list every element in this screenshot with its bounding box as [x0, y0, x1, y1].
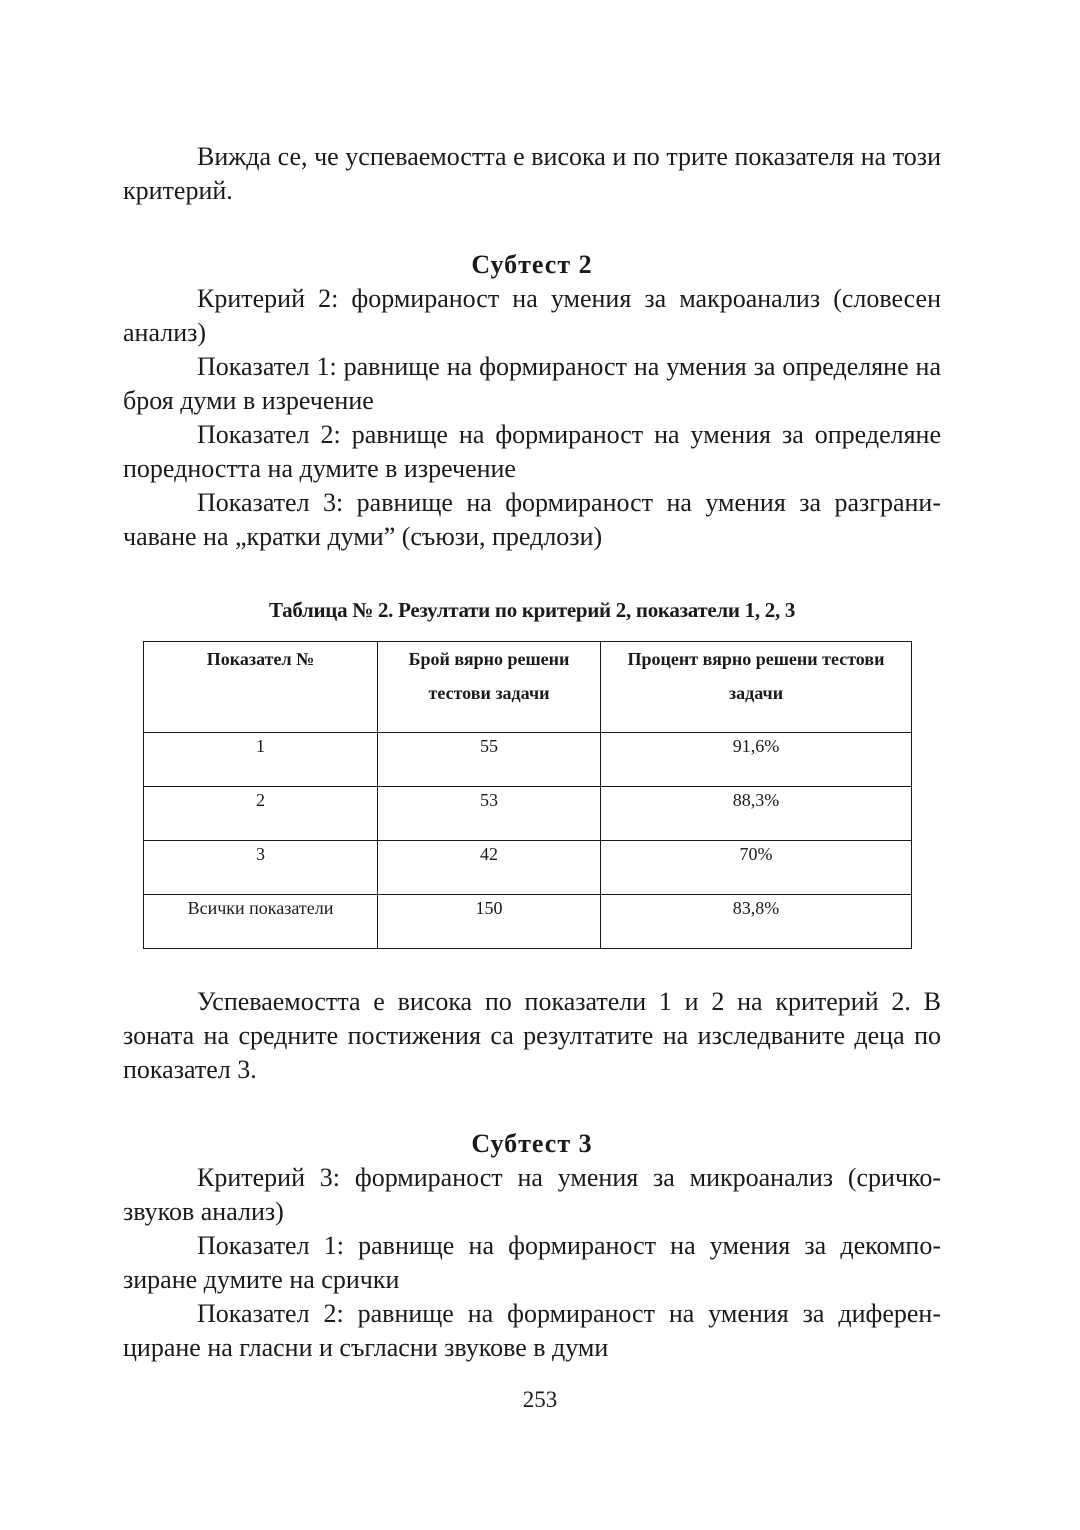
subtest2-criterion: Критерий 2: формираност на умения за макроанализ (словесен анализ): [123, 284, 941, 347]
subtest3-heading: Субтест 3: [471, 1129, 593, 1158]
row3-count: 42: [378, 841, 601, 895]
row4-count: 150: [378, 895, 601, 949]
page-body: [123, 140, 941, 623]
row4-indicator: Всички показатели: [144, 895, 378, 949]
table-row: [144, 895, 912, 949]
header-count: Брой вярно решени тестови задачи: [378, 642, 601, 733]
row4-percent: 83,8%: [601, 895, 912, 949]
table-header-row: [144, 642, 912, 733]
row2-indicator: 2: [144, 787, 378, 841]
conclusion-paragraph: Успеваемостта е висока по показатели 1 и 2 на критерий 2. В зоната на средните постижения са резултатите на изследваните деца по показател 3.: [123, 987, 941, 1084]
subtest2-indicator-3: Показател 3: равнище на формираност на умения за разграни-чаване на „кратки думи” (съюзи, предлози): [123, 488, 941, 551]
results-table: [143, 641, 912, 949]
subtest2-indicator-1: Показател 1: равнище на формираност на умения за определяне на броя думи в изречение: [123, 352, 941, 415]
row1-indicator: 1: [144, 733, 378, 787]
table-row: [144, 787, 912, 841]
table-row: [144, 733, 912, 787]
intro-paragraph: Вижда се, че успеваемостта е висока и по трите показателя на този критерий.: [123, 142, 941, 205]
header-percent: Процент вярно решени тестови задачи: [601, 642, 912, 733]
table-caption: Таблица № 2. Резултати по критерий 2, показатели 1, 2, 3: [268, 598, 796, 622]
row1-percent: 91,6%: [601, 733, 912, 787]
subtest2-indicator-2: Показател 2: равнище на формираност на умения за определяне поредността на думите в изречение: [123, 420, 941, 483]
subtest2-heading: Субтест 2: [471, 250, 593, 279]
subtest3-criterion: Критерий 3: формираност на умения за микроанализ (сричко-звуков анализ): [123, 1163, 941, 1226]
page-body-lower: [123, 985, 941, 1365]
table-row: [144, 841, 912, 895]
row2-percent: 88,3%: [601, 787, 912, 841]
row1-count: 55: [378, 733, 601, 787]
header-indicator: Показател №: [144, 642, 378, 733]
subtest3-indicator-1: Показател 1: равнище на формираност на умения за декомпо-зиране думите на срички: [123, 1231, 941, 1294]
subtest3-indicator-2: Показател 2: равнище на формираност на умения за диферен-циране на гласни и съгласни звукове в думи: [123, 1299, 941, 1362]
row3-indicator: 3: [144, 841, 378, 895]
row3-percent: 70%: [601, 841, 912, 895]
page-number: 253: [522, 1387, 558, 1412]
row2-count: 53: [378, 787, 601, 841]
